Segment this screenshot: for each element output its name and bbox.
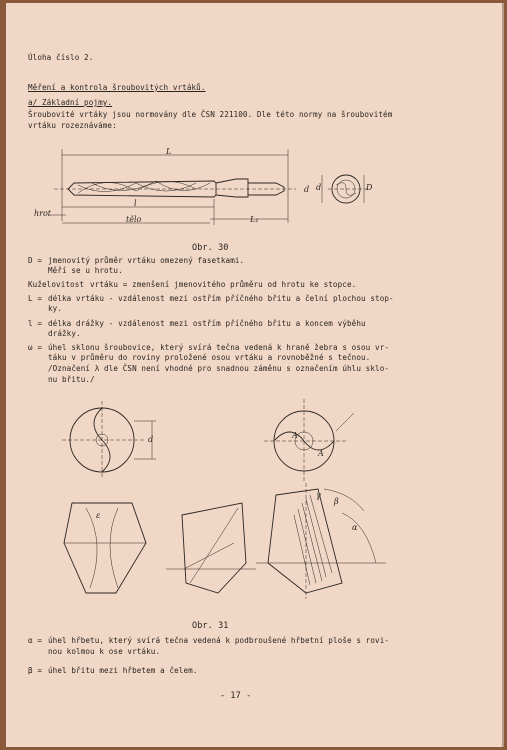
def-omega-line-1: úhel sklonu šroubovice, který svírá tečna vedená k hraně žebra s osou vr- (48, 343, 390, 352)
fig31-label-d: d (148, 435, 154, 444)
def-D-line-1: jmenovitý průměr vrtáku omezený fasetkami. (48, 256, 245, 265)
def-L-sym: L = (28, 294, 43, 303)
label-l: l (134, 199, 137, 208)
def-D-sym: D = (28, 256, 43, 265)
def-kuzel-sym: Kuželovitost (28, 280, 85, 289)
label-telo: tělo (126, 215, 142, 224)
def-kuzel-line-1: vrtáku = zmenšení jmenovitého průměru od hrotu ke stopce. (90, 280, 357, 289)
def-L-line-1: délka vrtáku - vzdálenost mezi ostřím příčného břitu a čelní plochou stop- (48, 294, 394, 303)
fig31-label-alpha: α (352, 523, 358, 532)
def-omega-line-2: táku v průměru do roviny proložené osou vrtáku a rovnoběžné s tečnou. (48, 353, 371, 362)
def-l-line-2: drážky. (48, 329, 81, 338)
def-L-line-2: ky. (48, 304, 63, 313)
def-alpha-line-2: nou kolmou k ose vrtáku. (48, 647, 161, 656)
label-d: d (304, 185, 310, 194)
label-hrot: hrot (34, 209, 52, 218)
page-number: - 17 - (220, 691, 252, 701)
label-L: L (166, 147, 172, 156)
intro-line-1: Šroubovité vrtáky jsou normovány dle ČSN 221100. Dle této normy na šroubovitém (28, 110, 393, 119)
def-l-sym: l = (28, 319, 43, 328)
fig31-label-eps: ε (96, 511, 101, 520)
def-beta-line-1: úhel břitu mezi hřbetem a čelem. (48, 666, 198, 675)
document-page (6, 3, 504, 747)
def-l-line-1: délka drážky - vzdálenost mezi ostřím příčného břitu a koncem výběhu (48, 319, 366, 328)
def-omega-line-4: nu břitu./ (48, 375, 95, 384)
label-d1: d (316, 183, 322, 192)
fig31-label-beta: β (334, 497, 339, 506)
def-omega-sym: ω = (28, 343, 43, 352)
def-alpha-line-1: úhel hřbetu, který svírá tečna vedená k podbroušené hřbetní ploše s rovi- (48, 636, 390, 645)
section-heading: a/ Základní pojmy. (28, 98, 113, 107)
figure-31-drill-point-drawing (6, 3, 502, 643)
fig31-label-A: A (292, 431, 298, 440)
exercise-title: Měření a kontrola šroubovitých vrtáků. (28, 83, 206, 92)
intro-line-2: vrtáku rozeznáváme: (28, 121, 117, 130)
def-D-line-2: Měří se u hrotu. (48, 266, 123, 275)
figure-30-caption: Obr. 30 (192, 243, 229, 253)
figure-31-caption: Obr. 31 (192, 621, 229, 631)
fig31-label-gamma: γ (316, 491, 321, 500)
def-omega-line-3: /Označení λ dle ČSN není vhodné pro snadnou záměnu s označením úhlu sklo- (48, 364, 390, 373)
label-L1: L₁ (250, 215, 259, 224)
def-beta-sym: β = (28, 666, 43, 675)
label-D: D (366, 183, 373, 192)
def-alpha-sym: α = (28, 636, 43, 645)
exercise-heading: Úloha číslo 2. (28, 53, 94, 62)
fig31-label-A2: A (318, 449, 324, 458)
